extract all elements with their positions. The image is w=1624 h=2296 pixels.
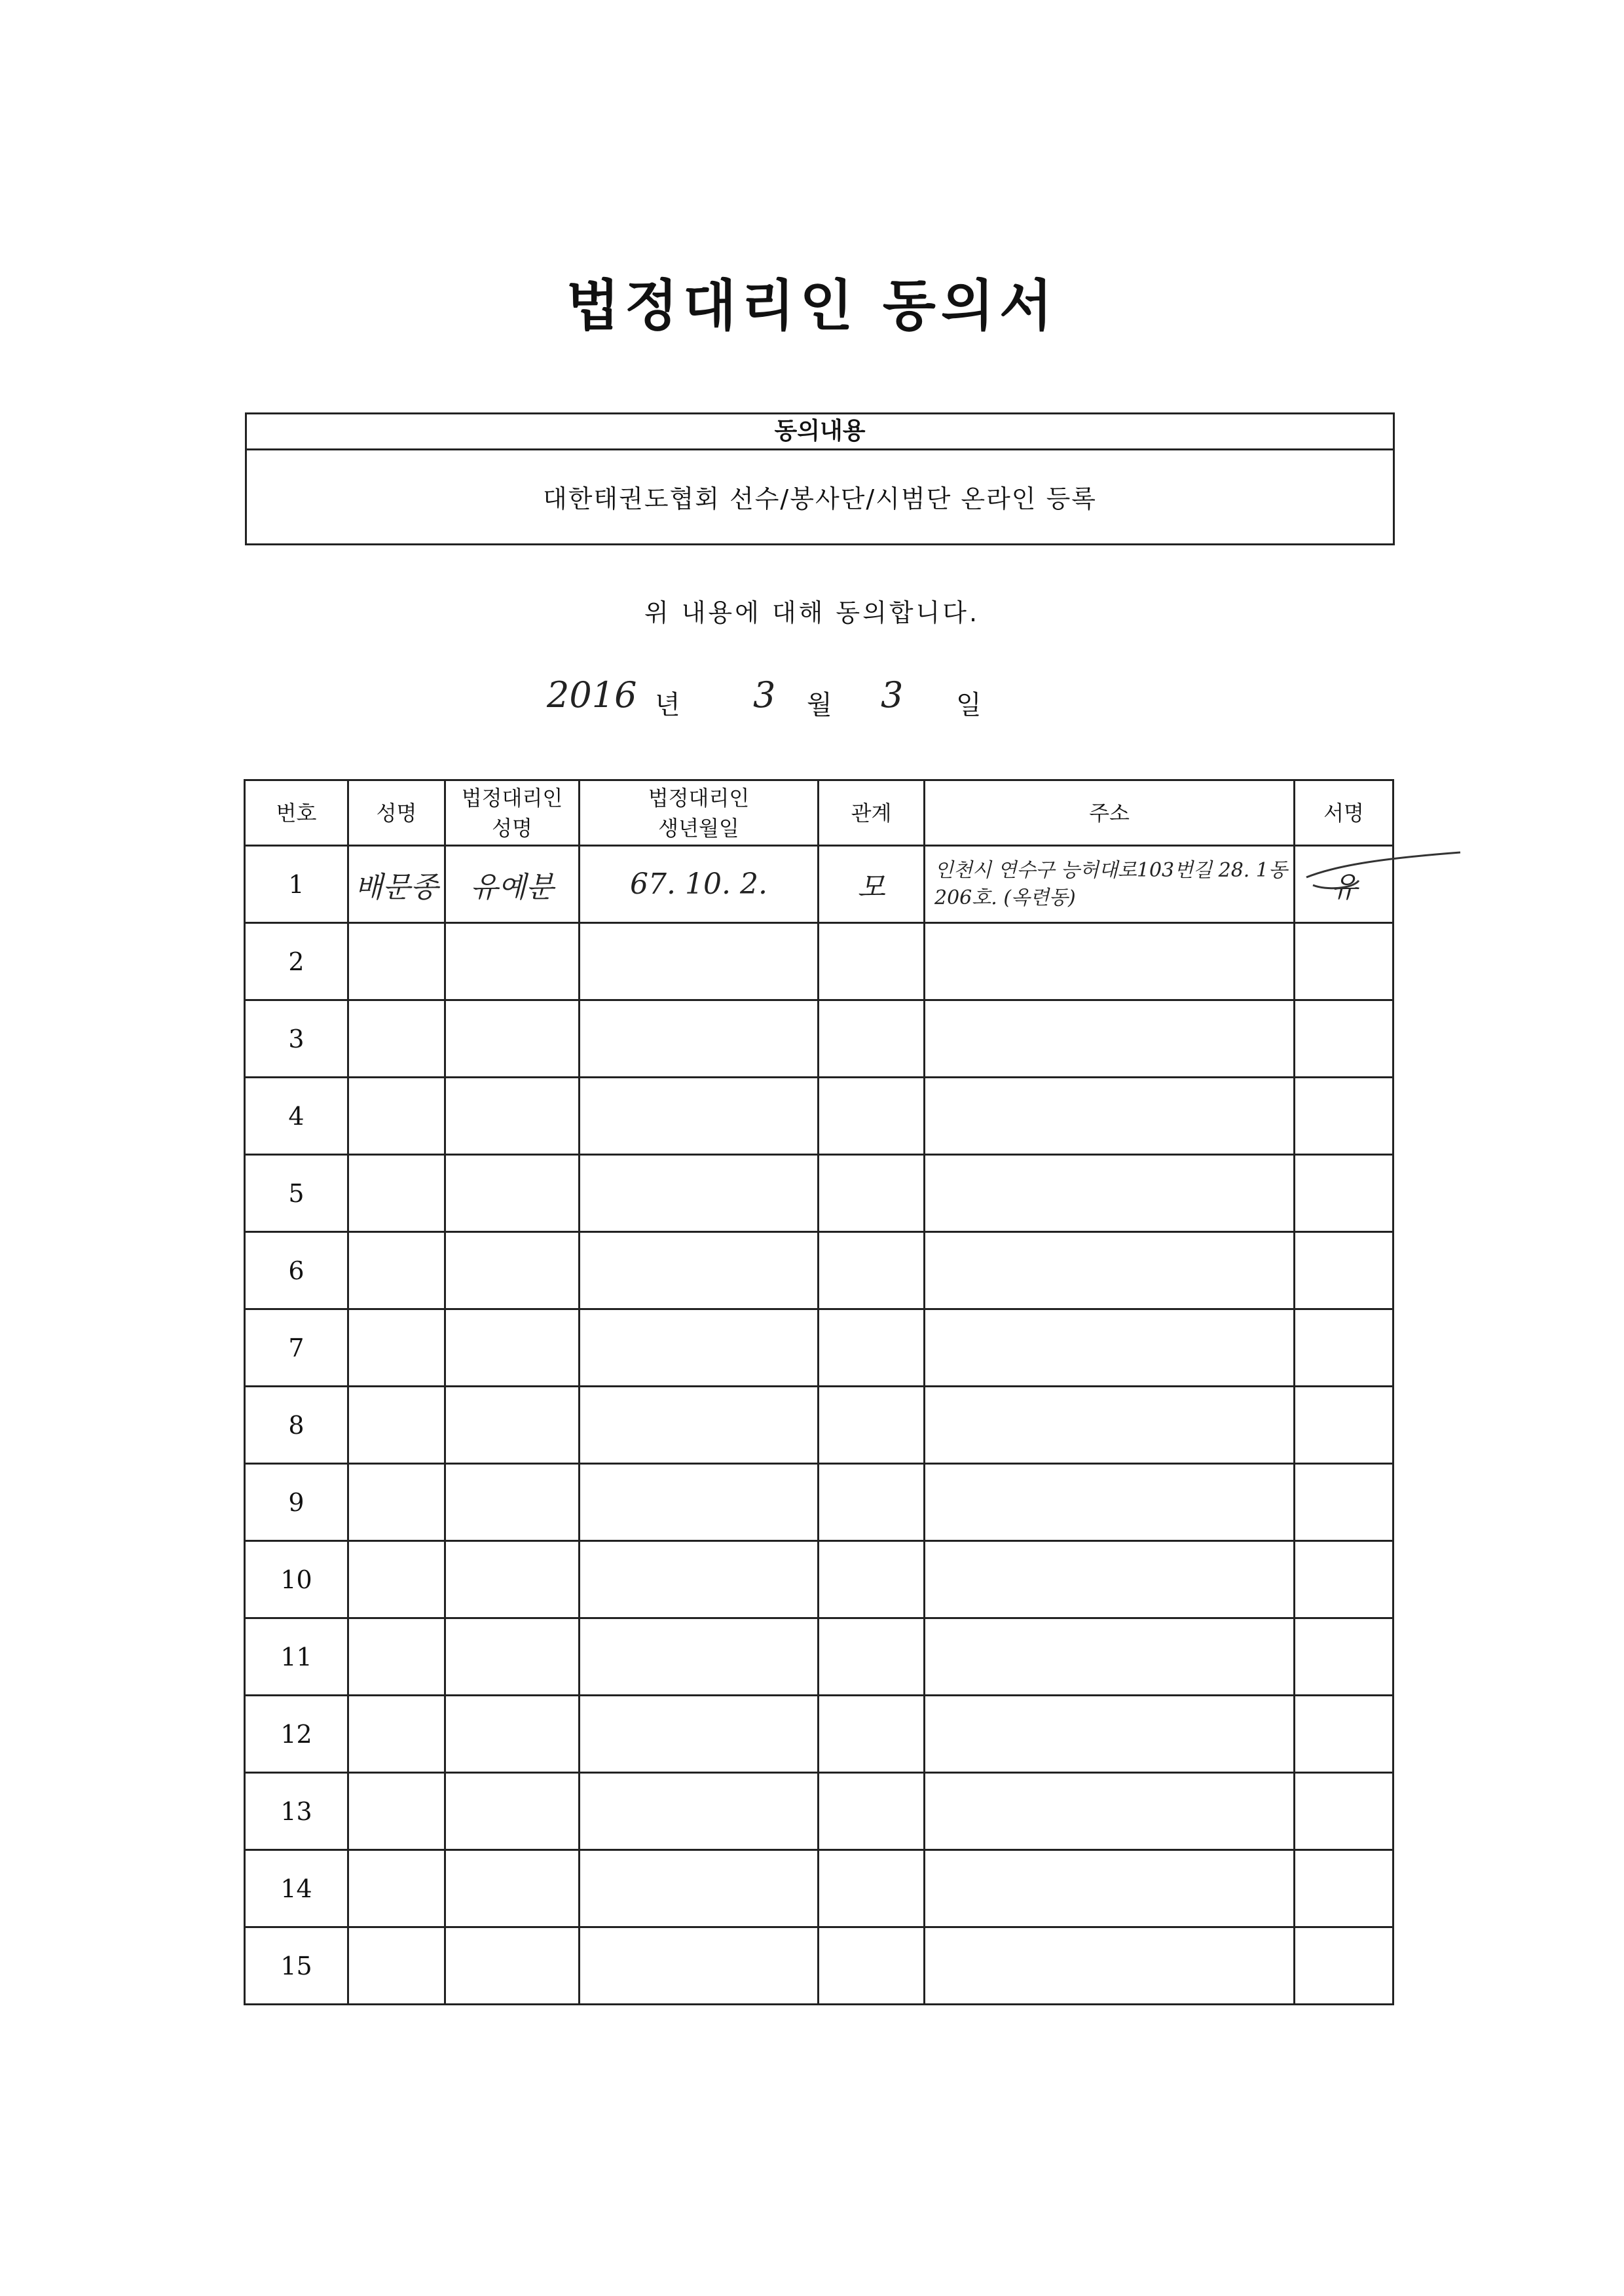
cell-guardian-birth bbox=[580, 1155, 819, 1232]
table-row bbox=[245, 1155, 1393, 1232]
cell-relation bbox=[819, 1464, 925, 1541]
cell-signature bbox=[1295, 923, 1393, 1000]
consent-box bbox=[245, 412, 1395, 545]
consent-header: 동의내용 bbox=[247, 414, 1393, 450]
cell-name bbox=[348, 1850, 445, 1927]
cell-no: 5 bbox=[245, 1155, 348, 1232]
cell-guardian-name bbox=[445, 1927, 580, 2005]
cell-signature bbox=[1295, 1309, 1393, 1387]
cell-no: 7 bbox=[245, 1309, 348, 1387]
cell-guardian-name bbox=[445, 1078, 580, 1155]
cell-relation bbox=[819, 1927, 925, 2005]
cell-address bbox=[925, 1387, 1295, 1464]
table-row bbox=[245, 1696, 1393, 1773]
cell-guardian-name bbox=[445, 1464, 580, 1541]
cell-signature bbox=[1295, 1232, 1393, 1309]
cell-guardian-name bbox=[445, 1155, 580, 1232]
cell-no: 1 bbox=[245, 846, 348, 923]
cell-guardian-birth bbox=[580, 923, 819, 1000]
cell-no: 10 bbox=[245, 1541, 348, 1618]
cell-name bbox=[348, 1309, 445, 1387]
cell-name bbox=[348, 1696, 445, 1773]
cell-name bbox=[348, 1155, 445, 1232]
agree-statement: 위 내용에 대해 동의합니다. bbox=[644, 598, 980, 627]
table-row bbox=[245, 1541, 1393, 1618]
date-year-label: 년 bbox=[655, 690, 680, 720]
cell-guardian-birth bbox=[580, 1464, 819, 1541]
header-no: 번호 bbox=[245, 780, 348, 846]
cell-guardian-birth bbox=[580, 1309, 819, 1387]
cell-relation bbox=[819, 1000, 925, 1078]
cell-address bbox=[925, 1155, 1295, 1232]
cell-no: 4 bbox=[245, 1078, 348, 1155]
cell-guardian-name bbox=[445, 923, 580, 1000]
cell-guardian-name bbox=[445, 1618, 580, 1696]
cell-address bbox=[925, 1850, 1295, 1927]
table-row bbox=[245, 1387, 1393, 1464]
cell-guardian-name bbox=[445, 1541, 580, 1618]
cell-relation bbox=[819, 1078, 925, 1155]
cell-signature bbox=[1295, 1696, 1393, 1773]
cell-relation bbox=[819, 1232, 925, 1309]
header-guardian-name-label: 법정대리인 성명 bbox=[461, 785, 563, 841]
header-relation: 관계 bbox=[819, 780, 925, 846]
cell-guardian-birth bbox=[580, 1927, 819, 2005]
table-row bbox=[245, 1000, 1393, 1078]
consent-body: 대한태권도협회 선수/봉사단/시범단 온라인 등록 bbox=[542, 484, 1097, 513]
cell-name bbox=[348, 1773, 445, 1850]
header-signature: 서명 bbox=[1295, 780, 1393, 846]
table-row bbox=[245, 1618, 1393, 1696]
cell-relation bbox=[819, 1155, 925, 1232]
cell-name bbox=[348, 1232, 445, 1309]
date-day-label: 일 bbox=[956, 690, 982, 720]
cell-signature bbox=[1295, 1927, 1393, 2005]
cell-guardian-birth bbox=[580, 1541, 819, 1618]
cell-no: 2 bbox=[245, 923, 348, 1000]
cell-guardian-birth bbox=[580, 1078, 819, 1155]
cell-guardian-birth bbox=[580, 1232, 819, 1309]
table-row bbox=[245, 1927, 1393, 2005]
table-row bbox=[245, 1078, 1393, 1155]
cell-guardian-birth bbox=[580, 1850, 819, 1927]
cell-address bbox=[925, 923, 1295, 1000]
cell-address bbox=[925, 1773, 1295, 1850]
header-guardian-name bbox=[445, 780, 580, 846]
cell-no: 14 bbox=[245, 1850, 348, 1927]
cell-guardian-birth bbox=[580, 1618, 819, 1696]
cell-relation bbox=[819, 1696, 925, 1773]
cell-name bbox=[348, 1000, 445, 1078]
cell-signature: 유 bbox=[1295, 846, 1393, 923]
cell-guardian-name bbox=[445, 1232, 580, 1309]
date-row bbox=[0, 674, 1624, 727]
cell-guardian-birth bbox=[580, 1773, 819, 1850]
document-title: 법정대리인 동의서 bbox=[566, 274, 1058, 338]
cell-signature bbox=[1295, 1541, 1393, 1618]
cell-signature bbox=[1295, 1000, 1393, 1078]
cell-signature bbox=[1295, 1387, 1393, 1464]
cell-relation bbox=[819, 1387, 925, 1464]
cell-relation bbox=[819, 1618, 925, 1696]
cell-no: 15 bbox=[245, 1927, 348, 2005]
table-row bbox=[245, 1850, 1393, 1927]
cell-name bbox=[348, 923, 445, 1000]
cell-relation bbox=[819, 1541, 925, 1618]
cell-guardian-birth bbox=[580, 1387, 819, 1464]
cell-guardian-name bbox=[445, 1850, 580, 1927]
date-year-value: 2016 bbox=[547, 674, 637, 716]
cell-name bbox=[348, 1541, 445, 1618]
cell-address bbox=[925, 1232, 1295, 1309]
cell-signature bbox=[1295, 1155, 1393, 1232]
date-month-label: 월 bbox=[807, 690, 832, 720]
cell-signature bbox=[1295, 1618, 1393, 1696]
cell-relation bbox=[819, 1309, 925, 1387]
cell-guardian-name bbox=[445, 1000, 580, 1078]
cell-address bbox=[925, 1000, 1295, 1078]
cell-name bbox=[348, 1927, 445, 2005]
cell-name bbox=[348, 1464, 445, 1541]
cell-relation bbox=[819, 1850, 925, 1927]
header-address: 주소 bbox=[925, 780, 1295, 846]
cell-address: 인천시 연수구 능허대로103번길 28. 1동 206호. (옥련동) bbox=[925, 846, 1295, 923]
cell-relation bbox=[819, 923, 925, 1000]
cell-address bbox=[925, 1696, 1295, 1773]
cell-no: 8 bbox=[245, 1387, 348, 1464]
cell-no: 9 bbox=[245, 1464, 348, 1541]
cell-guardian-name bbox=[445, 1773, 580, 1850]
cell-no: 11 bbox=[245, 1618, 348, 1696]
cell-guardian-name bbox=[445, 1696, 580, 1773]
cell-address bbox=[925, 1078, 1295, 1155]
cell-address bbox=[925, 1618, 1295, 1696]
cell-name bbox=[348, 1618, 445, 1696]
cell-guardian-birth bbox=[580, 1696, 819, 1773]
cell-no: 3 bbox=[245, 1000, 348, 1078]
cell-address bbox=[925, 1927, 1295, 2005]
cell-signature bbox=[1295, 1078, 1393, 1155]
cell-no: 12 bbox=[245, 1696, 348, 1773]
table-row bbox=[245, 1773, 1393, 1850]
registration-table bbox=[244, 779, 1394, 2005]
header-guardian-birth bbox=[580, 780, 819, 846]
cell-guardian-name: 유예분 bbox=[445, 846, 580, 923]
table-header-row bbox=[245, 780, 1393, 846]
cell-guardian-birth: 67. 10. 2. bbox=[580, 846, 819, 923]
table-row bbox=[245, 1232, 1393, 1309]
cell-address bbox=[925, 1541, 1295, 1618]
cell-guardian-name bbox=[445, 1309, 580, 1387]
date-day-value: 3 bbox=[881, 674, 904, 716]
cell-signature bbox=[1295, 1850, 1393, 1927]
cell-signature bbox=[1295, 1773, 1393, 1850]
cell-name: 배문종 bbox=[348, 846, 445, 923]
cell-address bbox=[925, 1464, 1295, 1541]
cell-guardian-name bbox=[445, 1387, 580, 1464]
header-name: 성명 bbox=[348, 780, 445, 846]
cell-signature bbox=[1295, 1464, 1393, 1541]
cell-no: 6 bbox=[245, 1232, 348, 1309]
signature-stroke bbox=[1300, 851, 1464, 890]
cell-name bbox=[348, 1078, 445, 1155]
date-month-value: 3 bbox=[753, 674, 776, 716]
cell-guardian-birth bbox=[580, 1000, 819, 1078]
cell-name bbox=[348, 1387, 445, 1464]
cell-relation bbox=[819, 1773, 925, 1850]
table-row bbox=[245, 1309, 1393, 1387]
cell-relation: 모 bbox=[819, 846, 925, 923]
cell-address bbox=[925, 1309, 1295, 1387]
table-row bbox=[245, 846, 1393, 923]
table-row bbox=[245, 1464, 1393, 1541]
table-row bbox=[245, 923, 1393, 1000]
cell-no: 13 bbox=[245, 1773, 348, 1850]
header-guardian-birth-label: 법정대리인 생년월일 bbox=[648, 785, 750, 841]
